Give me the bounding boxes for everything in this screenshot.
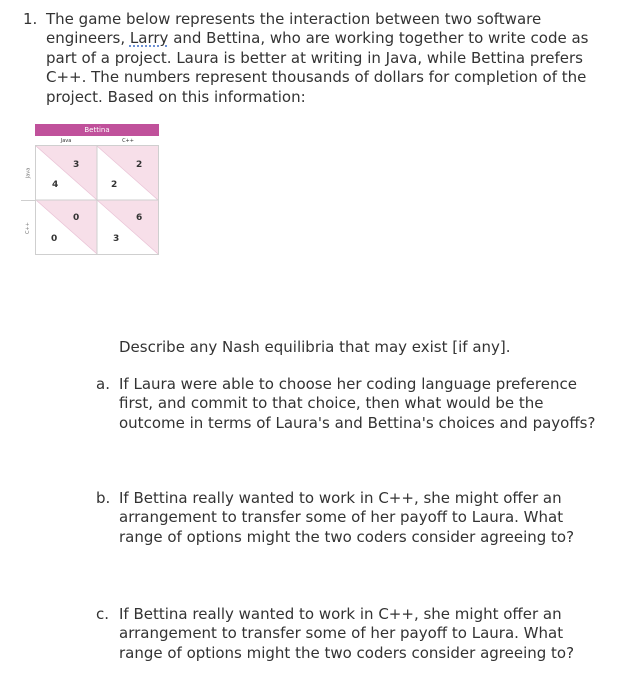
payoff-java-java-bettina: 3 [73, 160, 80, 170]
payoff-java-java-laura: 4 [52, 180, 59, 190]
payoff-cpp-cpp-bettina: 6 [136, 213, 143, 223]
column-player-header [35, 124, 159, 136]
question-rest: and Bettina, who are working together to write code as part of a project. Laura is better at writing in Java, while Bettina prefers C++. The numbers represent thousands of dollars for completion of the project. Based on this information: [46, 29, 589, 106]
nash-prompt: Describe any Nash equilibria that may exist [if any]. [119, 338, 511, 356]
payoff-cpp-cpp-laura: 3 [113, 234, 120, 244]
part-c-letter: c. [96, 605, 110, 623]
payoff-grid [35, 145, 159, 255]
row-label-cpp: C++ [25, 221, 31, 234]
payoff-cpp-java-bettina: 0 [73, 213, 80, 223]
payoff-java-cpp-laura: 2 [111, 180, 118, 190]
part-a-text: If Laura were able to choose her coding language preference first, and commit to that choice, then what would be the outcome in terms of Laura's and Bettina's choices and payoffs? [119, 375, 596, 432]
payoff-matrix [21, 123, 161, 256]
part-c-text: If Bettina really wanted to work in C++, she might offer an arrangement to transfer some of her payoff to Laura. What range of options might the two coders consider agreeing to? [119, 605, 575, 662]
question-number: 1. [23, 10, 38, 28]
column-label-cpp: C++ [122, 138, 134, 144]
question-intro: The game below represents the interaction between two software engineers, [46, 10, 542, 48]
row-label-java: Java [25, 167, 31, 178]
part-b-text: If Bettina really wanted to work in C++, she might offer an arrangement to transfer some of her payoff to Laura. What range of options might the two coders consider agreeing to? [119, 489, 575, 546]
column-player-label: Bettina [84, 126, 110, 134]
part-a-letter: a. [96, 375, 110, 393]
column-label-java: Java [60, 138, 72, 144]
payoff-java-cpp-bettina: 2 [136, 160, 143, 170]
underlined-name: Larry [129, 29, 169, 48]
payoff-cpp-java-laura: 0 [51, 234, 58, 244]
question-text [46, 10, 611, 107]
part-b-letter: b. [96, 489, 111, 507]
